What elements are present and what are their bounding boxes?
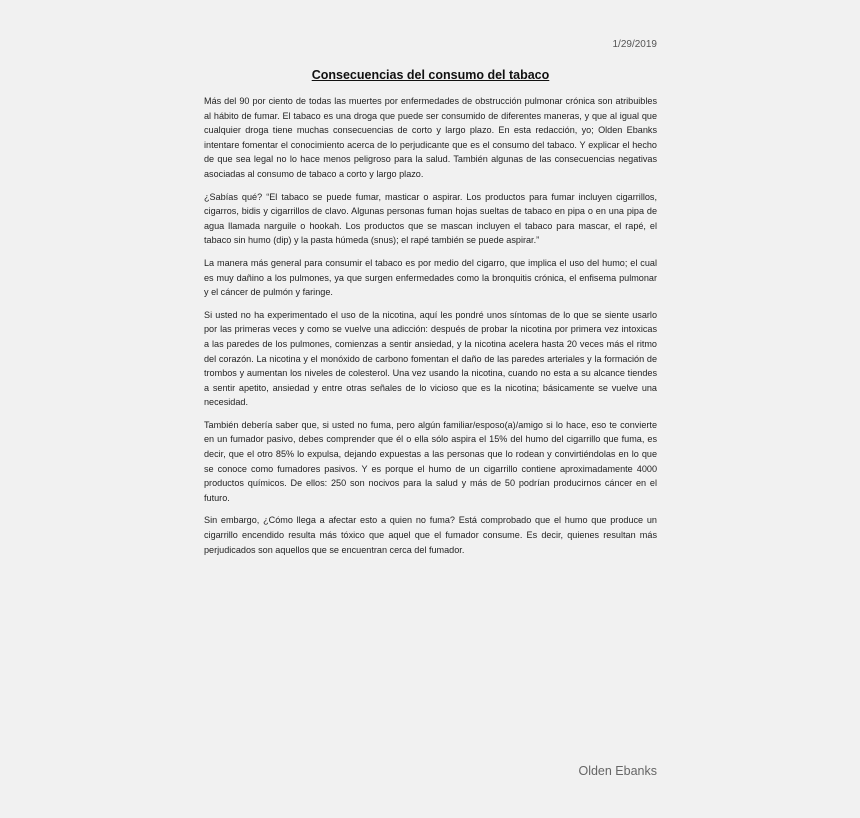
author-footer: Olden Ebanks (578, 764, 657, 778)
document-date: 1/29/2019 (612, 39, 657, 50)
paragraph-6: Sin embargo, ¿Cómo llega a afectar esto a quien no fuma? Está comprobado que el humo que produce un cigarrillo encendido resulta más tóxico que aquel que el fumador consume. Es decir, quienes resultan más perjudicados son aquellos que se encuentran cerca del fumador. (204, 515, 657, 555)
paragraph-1: Más del 90 por ciento de todas las muertes por enfermedades de obstrucción pulmonar crónica son atribuibles al hábito de fumar. El tabaco es una droga que puede ser consumido de diferentes maneras, y que al igual que cualquier droga tiene muchas consecuencias de corto y largo plazo. En esta redacción, yo; Olden Ebanks intentare fomentar el conocimiento acerca de lo perjudicante que es el consumo del tabaco. Y explicar el hecho de que sea legal no lo hace menos peligroso para la salud. También algunas de las consecuencias negativas asociadas al consumo de tabaco a corto y largo plazo. (204, 96, 657, 179)
document-body (204, 94, 657, 565)
paragraph-2: ¿Sabías qué? “El tabaco se puede fumar, masticar o aspirar. Los productos para fumar incluyen cigarrillos, cigarros, bidis y cigarrillos de clavo. Algunas personas fuman hojas sueltas de tabaco en pipa o en una pipa de agua llamada narguile o hookah. Los productos que se mascan incluyen el tabaco para mascar, el rapé, el tabaco sin humo (dip) y la pasta húmeda (snus); el rapé también se puede aspirar.” (204, 191, 657, 246)
paragraph-4: Si usted no ha experimentado el uso de la nicotina, aquí les pondré unos síntomas de lo que se siente usarlo por las primeras veces y como se vuelve una adicción: después de probar la nicotina por primera vez intoxicas a las paredes de los pulmones, comienzas a sentir ansiedad, y la nicotina acelera hasta 20 veces más el ritmo del corazón. La nicotina y el monóxido de carbono fomentan el daño de las paredes arteriales y la formación de trombos y aumentan los niveles de colesterol. Una vez usando la nicotina, cuando no esta a su alcance tiendes a sentir apetito, ansiedad y entre otras señales de lo vicioso que es la nicotina; básicamente se vuelve una necesidad. (204, 309, 657, 408)
paragraph-5: También debería saber que, si usted no fuma, pero algún familiar/esposo(a)/amigo si lo hace, eso te convierte en un fumador pasivo, debes comprender que él o ella sólo aspira el 15% del humo del cigarrillo que fuma, es decir, que el otro 85% lo expulsa, dejando expuestas a las personas que lo rodean y convirtiéndolas en lo que se conoce como fumadores pasivos. Y es porque el humo de un cigarrillo contiene aproximadamente 4000 productos químicos. De ellos: 250 son nocivos para la salud y más de 50 podrían producirnos cáncer en el futuro. (204, 419, 657, 503)
paragraph-3: La manera más general para consumir el tabaco es por medio del cigarro, que implica el uso del humo; el cual es muy dañino a los pulmones, ya que surgen enfermedades como la bronquitis crónica, el enfisema pulmonar y el cáncer de pulmón y faringe. (204, 257, 657, 298)
document-title: Consecuencias del consumo del tabaco (311, 68, 550, 82)
